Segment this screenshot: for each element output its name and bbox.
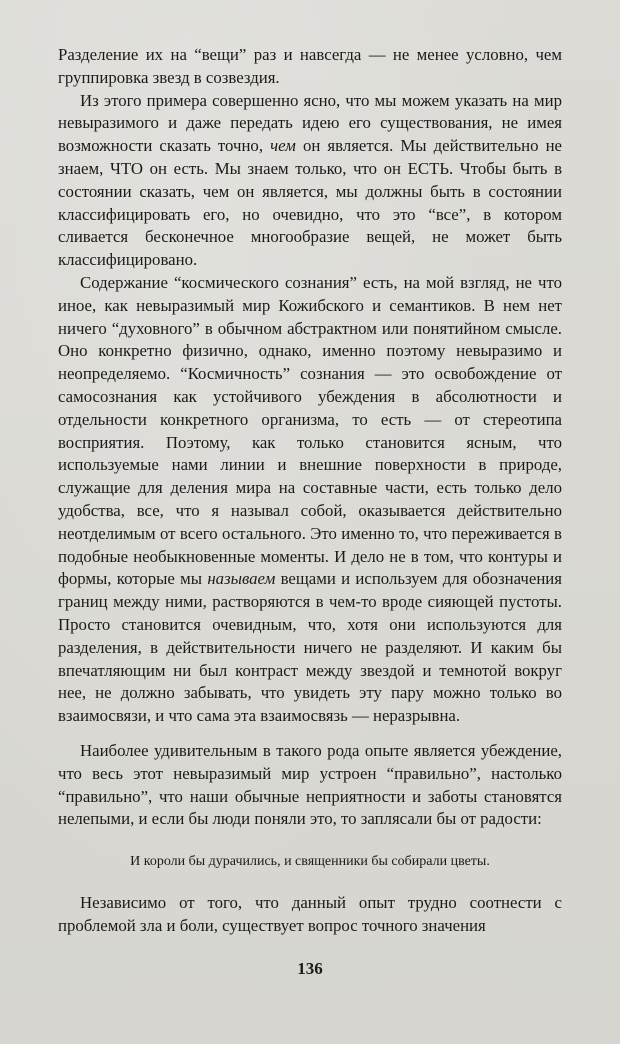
italic-word: чем (270, 136, 296, 156)
text-run: Содержание “космического сознания” есть, на мой взгляд, не что иное, как невыразимый мир Кожибского и семантиков. В нем нет ничего “духовного” в обычном абстрактном или понятийном смысле. Оно конкретно физично, однако, именно поэтому невыразимо и неопределяемо. “Космичность” сознания — это освобождение от самосознания как устойчивого убеждения в абсолютности и отдельности конкретного организма, то есть — от стереотипа восприятия. Поэтому, как только становится ясным, что используемые нами линии и внешние поверхности в природе, служащие для деления мира на составные части, есть только дело удобства, все, что я называл собой, оказывается действительно неотделимым от всего остального. Это именно то, что переживается в подобные необыкновенные моменты. И дело не в том, что контуры и формы, которые мы (58, 272, 562, 589)
text-run: вещами и используем для обозначения границ между ними, растворяются в чем-то вроде сияющей пустоты. Просто становится очевидным, что, хотя они используются для разделения, в действительности ничего не разделяют. И каким бы впечатляющим ни был контраст между звездой и темнотой вокруг нее, не должно забывать, что увидеть эту пару можно только во взаимосвязи, и что сама эта взаимосвязь — неразрывна. (58, 569, 562, 726)
paragraph-1 (58, 44, 562, 90)
page-number: 136 (297, 959, 323, 978)
text-run: Наиболее удивительным в такого рода опыте является убеждение, что весь этот невыразимый мир устроен “правильно”, настолько “правильно”, что наши обычные неприятности и заботы становятся нелепыми, и если бы люди поняли это, то заплясали бы от радости: (58, 740, 562, 829)
text-run: Независимо от того, что данный опыт трудно соотнести с проблемой зла и боли, существует вопрос точного значения (58, 893, 562, 935)
text-run: Из этого примера совершенно ясно, что мы можем указать на мир невыразимого и даже передать идею его существования, не имея возможности сказать точно, (58, 90, 562, 156)
paragraph-5 (58, 892, 562, 938)
body-text (58, 44, 562, 938)
italic-word: называем (207, 569, 276, 589)
paragraph-4 (58, 740, 562, 831)
paragraph-3 (58, 272, 562, 728)
text-run: он является. Мы действительно не знаем, ЧТО он есть. Мы знаем только, что он ЕСТЬ. Чтобы быть в состоянии сказать, чем он является, мы должны быть в состоянии классифицировать его, но очевидно, что это “все”, в котором сливается бесконечное многообразие вещей, не может быть классифицировано. (58, 136, 563, 270)
text-run: Разделение их на “вещи” раз и навсегда — не менее условно, чем группировка звезд в созвездия. (58, 45, 562, 87)
paragraph-2 (58, 90, 562, 272)
verse-quote: И короли бы дурачились, и священники бы собирали цветы. (130, 854, 490, 870)
